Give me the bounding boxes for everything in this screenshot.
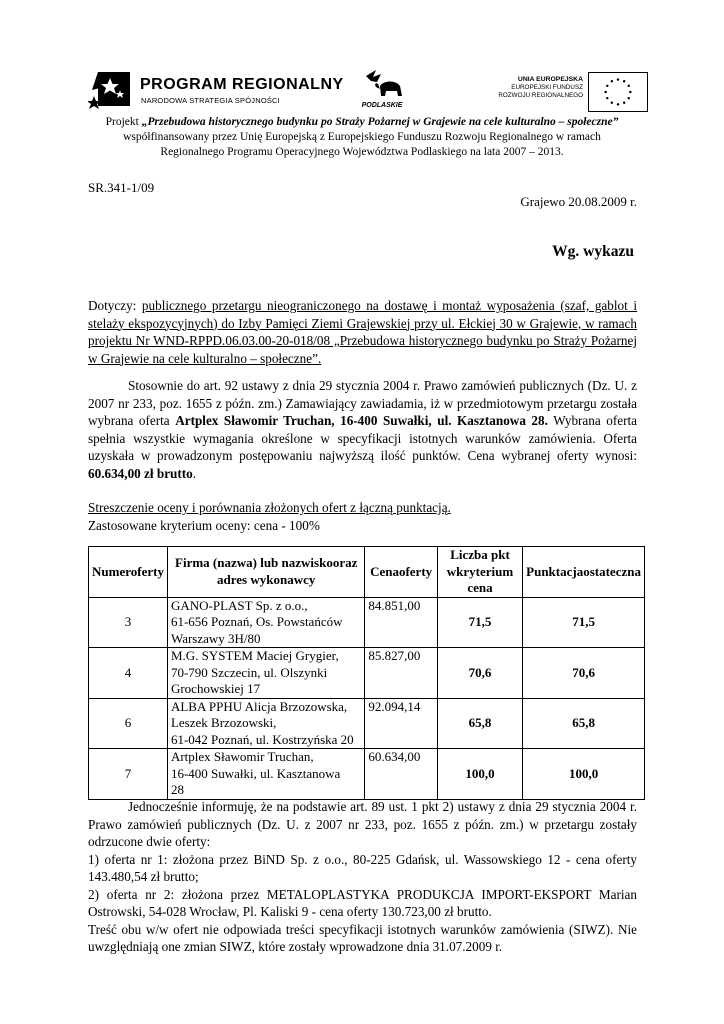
winner-name: Artplex Sławomir Truchan, 16-400 Suwałki, ul. Kasztanowa 28. xyxy=(175,413,548,428)
podlaskie-logo xyxy=(356,68,408,114)
header-firm: Firma (nazwa) lub nazwiskooraz adres wykonawcy xyxy=(167,547,364,598)
program-title: PROGRAM REGIONALNY xyxy=(140,76,344,93)
offer-firm: GANO-PLAST Sp. z o.o., 61-656 Poznań, Os. Powstańców Warszawy 3H/80 xyxy=(167,597,364,648)
podlaskie-label: PODLASKIE xyxy=(361,102,403,109)
subject-paragraph xyxy=(88,297,637,367)
decision-end: . xyxy=(192,465,197,481)
table-header-row xyxy=(89,547,645,598)
offer-firm: Artplex Sławomir Truchan, 16-400 Suwałki, ul. Kasztanowa 28 xyxy=(167,749,364,800)
rejected-offer-1: 1) oferta nr 1: złożona przez BiND Sp. z o.o., 80-225 Gdańsk, ul. Wassowskiego 12 - cena oferty 143.480,54 zł brutto; xyxy=(88,851,637,884)
offer-points: 100,0 xyxy=(437,749,522,800)
project-title: „Przebudowa historycznego budynku po Straży Pożarnej w Grajewie na cele kulturalno – społeczne” xyxy=(141,116,619,128)
rejection-intro: Jednocześnie informuję, że na podstawie art. 89 ust. 1 pkt 2) ustawy z dnia 29 stycznia 2004 r. Prawo zamówień publicznych (Dz. U. z 2007 nr 233, poz. 1655 z późn. zm.) w przetargu zostały odrzucone dwie oferty: xyxy=(88,799,637,849)
summary-heading: Streszczenie oceny i porównania złożonych ofert z łączną punktacją. xyxy=(88,500,451,515)
rejection-reason: Treść obu w/w ofert nie odpowiada treści specyfikacji istotnych warunków zamówienia (SIWZ). Nie uwzględniają one zmian SIWZ, które zostały wprowadzone dnia 31.07.2009 r. xyxy=(88,921,637,954)
rejected-offer-2: 2) oferta nr 2: złożona przez METALOPLASTYKA PRODUKCJA IMPORT-EKSPORT Marian Ostrowski, 54-028 Wrocław, Pl. Kaliski 9 - cena oferty 130.723,00 zł brutto. xyxy=(88,886,637,919)
offer-price: 92.094,14 xyxy=(365,698,437,749)
header-price: Cenaoferty xyxy=(365,547,437,598)
subject-prefix: Dotyczy: xyxy=(88,298,142,313)
eu-flag-icon xyxy=(588,72,648,112)
offer-price: 60.634,00 xyxy=(365,749,437,800)
reference-number: SR.341-1/09 xyxy=(88,180,155,195)
offer-number: 6 xyxy=(89,698,168,749)
project-line xyxy=(60,115,664,130)
program-line: Regionalnego Programu Operacyjnego Województwa Podlaskiego na lata 2007 – 2013. xyxy=(160,146,564,158)
winning-price: 60.634,00 zł brutto xyxy=(88,465,193,481)
offer-final: 70,6 xyxy=(523,648,645,699)
offer-final: 71,5 xyxy=(523,597,645,648)
table-row xyxy=(89,648,645,699)
offer-firm: ALBA PPHU Alicja Brzozowska, Leszek Brzozowski, 61-042 Poznań, ul. Kostrzyńska 20 xyxy=(167,698,364,749)
program-regionalny-logo xyxy=(88,68,344,112)
offer-final: 100,0 xyxy=(523,749,645,800)
eu-line1: UNIA EUROPEJSKA xyxy=(517,76,583,83)
program-subtitle: NARODOWA STRATEGIA SPÓJNOŚCI xyxy=(141,96,280,105)
table-row xyxy=(89,698,645,749)
eu-line2: EUROPEJSKI FUNDUSZ xyxy=(511,84,583,91)
subject-text: publicznego przetargu nieograniczonego na dostawę i montaż wyposażenia (szaf, gablot i stelaży ekspozycyjnych) do Izby Pamięci Ziemi Grajewskiej przy ul. Ełckiej 30 w Grajewie, w ramach projektu Nr WND-RPPD.06.03.00-20-018/08 „Przebudowa historycznego budynku po Straży Pożarnej w Grajewie na cele kulturalno – społeczne”. xyxy=(88,298,638,366)
offer-price: 85.827,00 xyxy=(365,648,437,699)
decision-paragraph xyxy=(88,377,637,482)
criterion-line: Zastosowane kryterium oceny: cena - 100% xyxy=(88,517,320,533)
header-final: Punktacjaostateczna xyxy=(523,547,645,598)
offer-firm: M.G. SYSTEM Maciej Grygier, 70-790 Szczecin, ul. Olszynki Grochowskiej 17 xyxy=(167,648,364,699)
offer-final: 65,8 xyxy=(523,698,645,749)
header-offer-number: Numeroferty xyxy=(89,547,168,598)
cofinancing-line: współfinansowany przez Unię Europejską z Europejskiego Funduszu Rozwoju Regionalnego w ramach xyxy=(123,131,601,143)
document-date: Grajewo 20.08.2009 r. xyxy=(520,194,637,209)
program-regionalny-emblem-icon xyxy=(88,68,132,112)
project-header xyxy=(60,115,664,160)
header-points: Liczba pkt wkryterium cena xyxy=(437,547,522,598)
offer-points: 71,5 xyxy=(437,597,522,648)
offers-table xyxy=(88,546,645,800)
rejection-paragraph xyxy=(88,798,637,956)
table-row xyxy=(89,749,645,800)
logo-bar xyxy=(88,68,648,118)
recipient: Wg. wykazu xyxy=(552,243,634,260)
offer-price: 84.851,00 xyxy=(365,597,437,648)
offer-number: 3 xyxy=(89,597,168,648)
eu-label xyxy=(483,76,583,100)
offer-points: 70,6 xyxy=(437,648,522,699)
decision-text-2: Wybrana oferta spełnia wszystkie wymagania określone w specyfikacji istotnych warunków zamówienia. Oferta uzyskała w prowadzonym postępowaniu najwyższą ilość punktów. Cena wybranej oferty wynosi: xyxy=(88,413,637,463)
table-row xyxy=(89,597,645,648)
summary-section xyxy=(88,499,637,534)
project-prefix: Projekt xyxy=(105,116,142,128)
offer-points: 65,8 xyxy=(437,698,522,749)
eu-line3: ROZWOJU REGIONALNEGO xyxy=(498,92,583,99)
bison-icon xyxy=(356,68,408,102)
offer-number: 7 xyxy=(89,749,168,800)
decision-text-1: Stosownie do art. 92 ustawy z dnia 29 stycznia 2004 r. Prawo zamówień publicznych (Dz. U. z 2007 nr 233, poz. 1655 z późn. zm.) Zamawiający zawiadamia, iż w przedmiotowym przetargu została wybrana oferta xyxy=(88,378,637,428)
offer-number: 4 xyxy=(89,648,168,699)
